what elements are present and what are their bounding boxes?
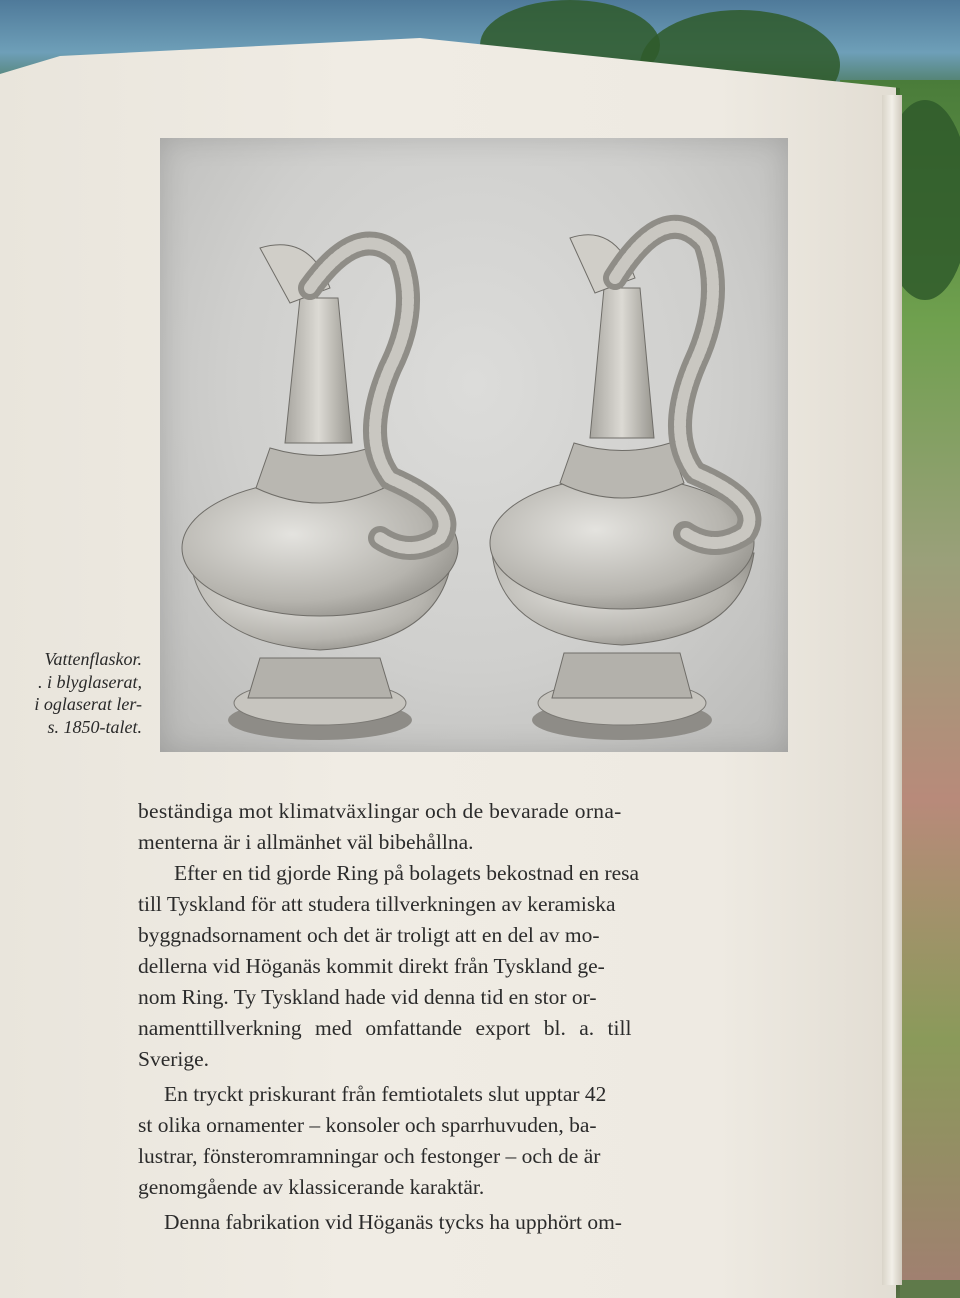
text-line: Sverige. — [138, 1047, 210, 1071]
text-line: st olika ornamenter – konsoler och sparrhuvuden, ba- — [138, 1113, 597, 1137]
text-line: dellerna vid Höganäs kommit direkt från Tyskland ge- — [138, 954, 605, 978]
text-line: En tryckt priskurant från femtiotalets slut upptar 42 — [164, 1082, 607, 1106]
page-edge — [882, 95, 902, 1285]
text-line: nom Ring. Ty Tyskland hade vid denna tid en stor or- — [138, 985, 597, 1009]
right-vase — [490, 227, 754, 740]
body-text — [138, 796, 778, 1238]
text-line: byggnadsornament och det är troligt att en del av mo- — [138, 923, 600, 947]
caption-line: . i blyglaserat, — [38, 671, 142, 692]
text-line: Efter en tid gjorde Ring på bolagets bekostnad en resa — [174, 861, 640, 885]
text-line: lustrar, fönsteromramningar och festonger – och de är — [138, 1144, 601, 1168]
text-line: namenttillverkning med omfattande export bl. a. till — [138, 1016, 632, 1040]
text-line: beständiga mot klimatväxlingar och de bevarade orna- — [138, 799, 622, 823]
text-line: genomgående av klassicerande karaktär. — [138, 1175, 485, 1199]
caption-line: i oglaserat ler- — [34, 694, 142, 714]
text-line: menterna är i allmänhet väl bibehållna. — [138, 830, 474, 854]
text-line: till Tyskland för att studera tillverkningen av keramiska — [138, 892, 616, 916]
text-line: Denna fabrikation vid Höganäs tycks ha upphört om- — [164, 1210, 622, 1234]
left-vase — [182, 243, 458, 740]
photograph-vases — [160, 138, 788, 752]
photo-caption — [0, 648, 142, 738]
caption-line: Vattenflaskor. — [44, 649, 142, 669]
caption-line: s. 1850-talet. — [47, 716, 142, 737]
